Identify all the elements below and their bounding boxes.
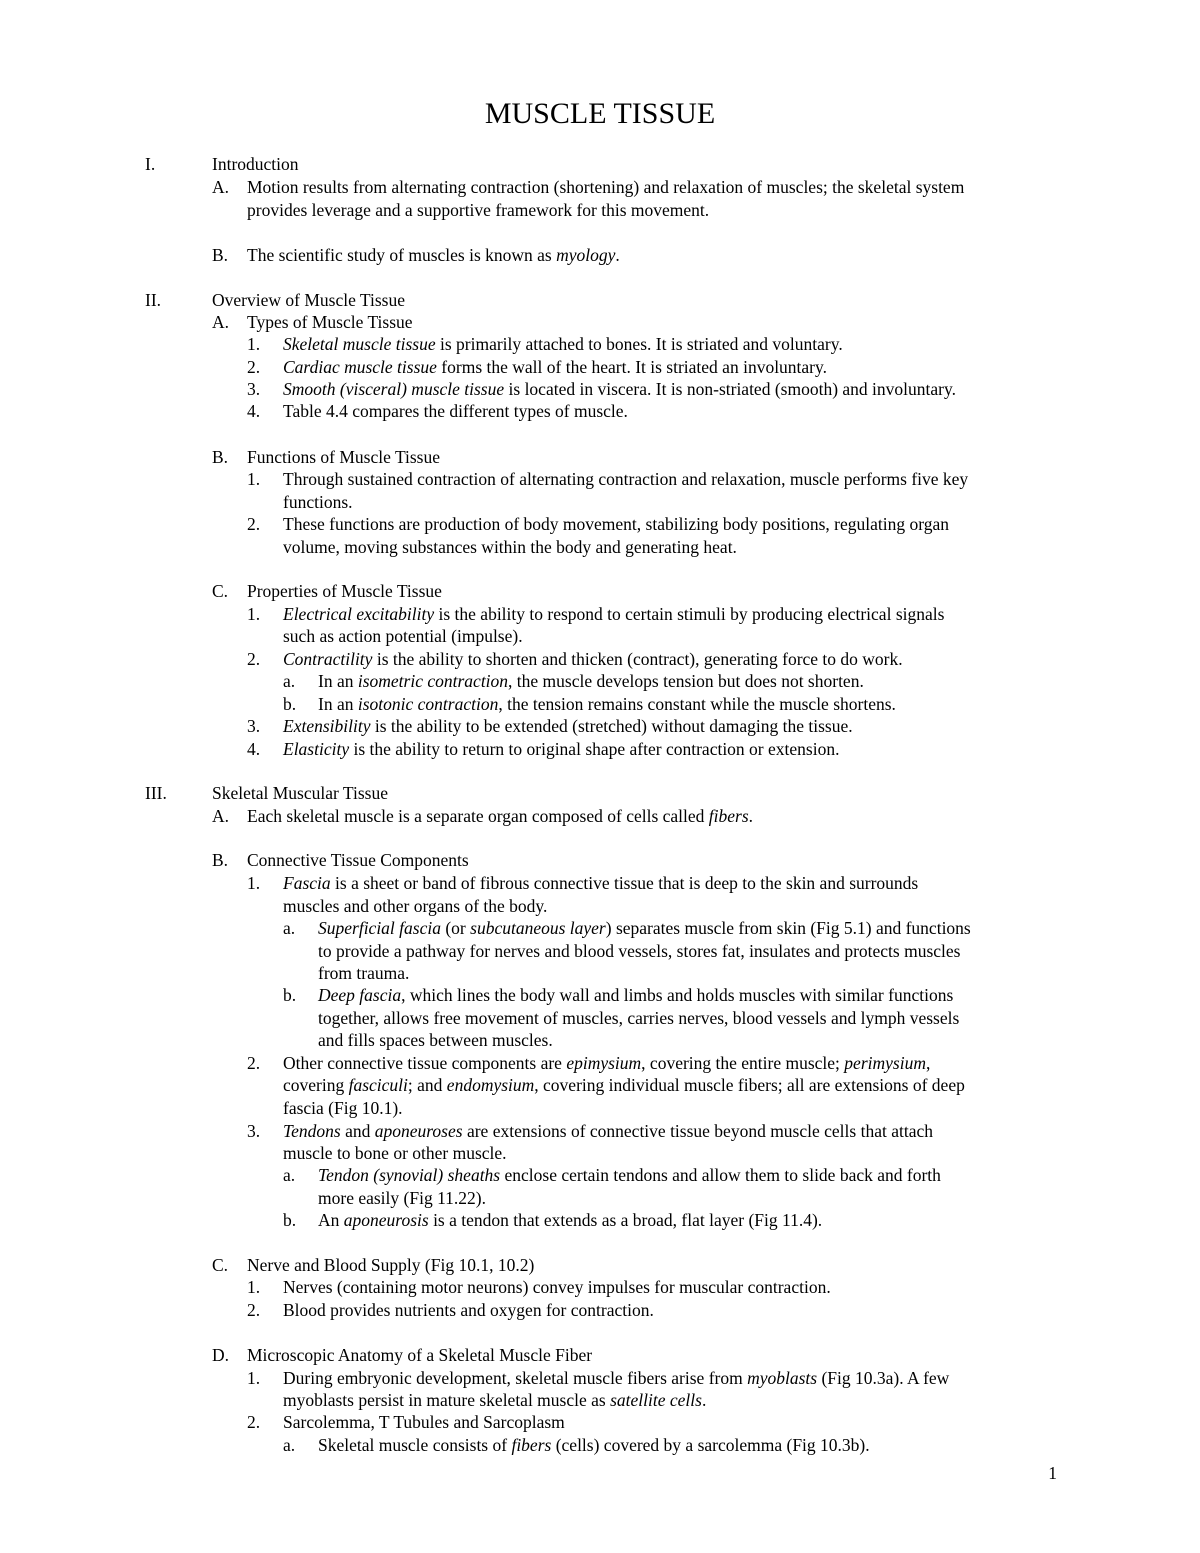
line-text: Table 4.4 compares the different types of muscle. [283,401,628,421]
outline-line [0,153,1200,176]
line-text: volume, moving substances within the body and generating heat. [283,537,737,557]
outline-marker: 1. [247,1277,261,1297]
outline-line [0,378,1200,401]
outline-line [0,670,1200,693]
outline-line [0,849,1200,872]
outline-line [0,715,1200,738]
outline-marker: 1. [247,469,261,489]
outline-line [0,603,1200,626]
outline-marker: C. [212,1255,229,1275]
outline-line [0,468,1200,491]
outline-line [0,580,1200,603]
outline-marker: 1. [247,1368,261,1388]
outline-line [0,333,1200,356]
line-text: Connective Tissue Components [247,850,469,870]
outline-marker: a. [283,671,296,691]
outline-line [0,693,1200,716]
line-text: muscle to bone or other muscle. [283,1143,507,1163]
outline-line [0,311,1200,334]
outline-marker: a. [283,918,296,938]
outline-marker: 2. [247,649,261,669]
line-text: Blood provides nutrients and oxygen for contraction. [283,1300,654,1320]
line-text: Deep fascia, which lines the body wall and limbs and holds muscles with similar functions [318,985,954,1005]
line-text: An aponeurosis is a tendon that extends as a broad, flat layer (Fig 11.4). [318,1210,823,1230]
outline-marker: 3. [247,1121,261,1141]
outline-marker: C. [212,581,229,601]
line-text: Sarcolemma, T Tubules and Sarcoplasm [283,1412,565,1432]
outline-line [0,289,1200,312]
outline-line [0,536,1200,559]
outline-line [0,1097,1200,1120]
outline-marker: 2. [247,1300,261,1320]
line-text: Smooth (visceral) muscle tissue is located in viscera. It is non-striated (smooth) and involuntary. [283,379,956,399]
outline-line [0,738,1200,761]
outline-line [0,1367,1200,1390]
outline-line [0,1029,1200,1052]
outline-marker: 2. [247,357,261,377]
outline-marker: a. [283,1435,296,1455]
outline-line [0,1209,1200,1232]
line-text: and fills spaces between muscles. [318,1030,553,1050]
outline-marker: 2. [247,1053,261,1073]
outline-line [0,1434,1200,1457]
outline-line [0,1120,1200,1143]
outline-marker: 4. [247,739,261,759]
outline-line [0,356,1200,379]
line-text: more easily (Fig 11.22). [318,1188,487,1208]
line-text: Other connective tissue components are epimysium, covering the entire muscle; perimysium, [283,1053,931,1073]
line-text: Electrical excitability is the ability to respond to certain stimuli by producing electrical signals [283,604,945,624]
outline-line [0,491,1200,514]
line-text: Tendons and aponeuroses are extensions of connective tissue beyond muscle cells that attach [283,1121,933,1141]
line-text: functions. [283,492,353,512]
outline-line [0,400,1200,423]
line-text: covering fasciculi; and endomysium, covering individual muscle fibers; all are extensions of deep [283,1075,965,1095]
outline-line [0,1344,1200,1367]
line-text: Each skeletal muscle is a separate organ composed of cells called fibers. [247,806,754,826]
outline-marker: 1. [247,873,261,893]
outline-marker: 2. [247,514,261,534]
outline-line [0,1299,1200,1322]
outline-marker: B. [212,850,229,870]
outline-line [0,782,1200,805]
outline-marker: b. [283,694,297,714]
line-text: Introduction [212,154,299,174]
line-text: to provide a pathway for nerves and blood vessels, stores fat, insulates and protects muscles [318,941,961,961]
line-text: together, allows free movement of muscles, carries nerves, blood vessels and lymph vessels [318,1008,960,1028]
outline-line [0,513,1200,536]
outline-line [0,648,1200,671]
page-number: 1 [1048,1463,1057,1483]
line-text: Skeletal muscle tissue is primarily attached to bones. It is striated and voluntary. [283,334,843,354]
outline-line [0,1254,1200,1277]
line-text: Fascia is a sheet or band of fibrous connective tissue that is deep to the skin and surrounds [283,873,919,893]
outline-marker: 2. [247,1412,261,1432]
outline-marker: 3. [247,716,261,736]
line-text: In an isotonic contraction, the tension remains constant while the muscle shortens. [318,694,896,714]
line-text: provides leverage and a supportive framework for this movement. [247,200,710,220]
line-text: Superficial fascia (or subcutaneous layer) separates muscle from skin (Fig 5.1) and functions [318,918,971,938]
line-text: such as action potential (impulse). [283,626,523,646]
document-title: MUSCLE TISSUE [484,97,716,130]
outline-line [0,805,1200,828]
outline-marker: I. [145,154,156,174]
outline-marker: II. [145,290,162,310]
outline-marker: A. [212,806,230,826]
line-text: fascia (Fig 10.1). [283,1098,403,1118]
line-text: During embryonic development, skeletal muscle fibers arise from myoblasts (Fig 10.3a). A few [283,1368,950,1388]
outline-line [0,176,1200,199]
outline-marker: a. [283,1165,296,1185]
outline-marker: III. [145,783,167,803]
line-text: In an isometric contraction, the muscle develops tension but does not shorten. [318,671,864,691]
line-text: These functions are production of body movement, stabilizing body positions, regulating organ [283,514,950,534]
line-text: from trauma. [318,963,410,983]
outline-marker: 1. [247,334,261,354]
line-text: Skeletal muscle consists of fibers (cells) covered by a sarcolemma (Fig 10.3b). [318,1435,870,1455]
outline-marker: b. [283,985,297,1005]
outline-line [0,199,1200,222]
outline-line [0,1142,1200,1165]
outline-marker: D. [212,1345,230,1365]
outline-line [0,1187,1200,1210]
outline-line [0,895,1200,918]
outline-line [0,1411,1200,1434]
line-text: Extensibility is the ability to be extended (stretched) without damaging the tissue. [283,716,853,736]
outline-line [0,625,1200,648]
outline-marker: b. [283,1210,297,1230]
outline-marker: A. [212,312,230,332]
line-text: Microscopic Anatomy of a Skeletal Muscle Fiber [247,1345,593,1365]
line-text: Tendon (synovial) sheaths enclose certain tendons and allow them to slide back and forth [318,1165,941,1185]
outline-line [0,940,1200,963]
outline-marker: 4. [247,401,261,421]
line-text: myoblasts persist in mature skeletal muscle as satellite cells. [283,1390,707,1410]
outline-line [0,1164,1200,1187]
outline-marker: B. [212,245,229,265]
outline-line [0,1074,1200,1097]
outline-marker: 1. [247,604,261,624]
outline-line [0,1389,1200,1412]
line-text: Contractility is the ability to shorten and thicken (contract), generating force to do work. [283,649,903,669]
outline-line [0,984,1200,1007]
outline-line [0,244,1200,267]
line-text: Nerves (containing motor neurons) convey impulses for muscular contraction. [283,1277,831,1297]
outline-line [0,1007,1200,1030]
line-text: Skeletal Muscular Tissue [212,783,388,803]
outline-line [0,962,1200,985]
outline-line [0,917,1200,940]
outline-line [0,446,1200,469]
line-text: muscles and other organs of the body. [283,896,548,916]
line-text: Overview of Muscle Tissue [212,290,405,310]
outline-line [0,1052,1200,1075]
line-text: Types of Muscle Tissue [247,312,413,332]
line-text: Properties of Muscle Tissue [247,581,442,601]
line-text: Cardiac muscle tissue forms the wall of the heart. It is striated an involuntary. [283,357,827,377]
line-text: The scientific study of muscles is known as myology. [247,245,620,265]
outline-line [0,1276,1200,1299]
outline-marker: A. [212,177,230,197]
line-text: Motion results from alternating contraction (shortening) and relaxation of muscles; the skeletal system [247,177,965,197]
outline-marker: B. [212,447,229,467]
line-text: Nerve and Blood Supply (Fig 10.1, 10.2) [247,1255,535,1275]
line-text: Through sustained contraction of alternating contraction and relaxation, muscle performs five key [283,469,969,489]
line-text: Functions of Muscle Tissue [247,447,441,467]
outline-marker: 3. [247,379,261,399]
outline-line [0,872,1200,895]
line-text: Elasticity is the ability to return to original shape after contraction or extension. [283,739,840,759]
